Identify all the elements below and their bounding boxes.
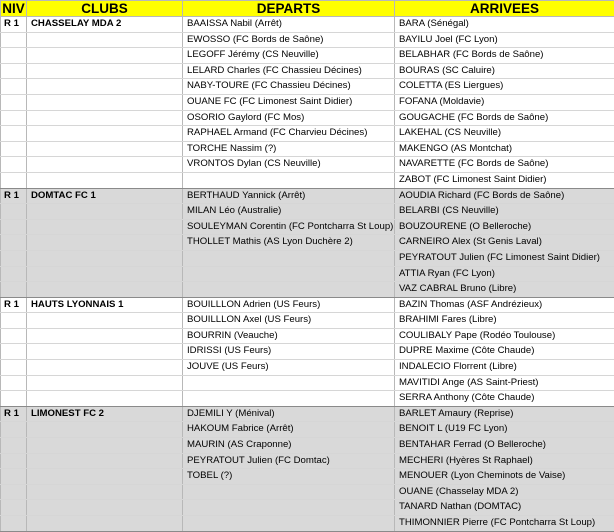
arrivee-cell: TANARD Nathan (DOMTAC)	[395, 500, 614, 516]
arrivee-cell: BARA (Sénégal)	[395, 17, 614, 33]
depart-cell	[183, 500, 395, 516]
niv-cell	[1, 516, 27, 532]
club-cell	[27, 141, 183, 157]
table-row	[1, 79, 614, 95]
table-row	[1, 344, 614, 360]
depart-cell	[183, 484, 395, 500]
club-cell	[27, 219, 183, 235]
niv-cell	[1, 375, 27, 391]
niv-cell	[1, 235, 27, 251]
table-row	[1, 313, 614, 329]
club-cell	[27, 344, 183, 360]
depart-cell: MAURIN (AS Craponne)	[183, 438, 395, 454]
niv-cell	[1, 126, 27, 142]
table-row	[1, 235, 614, 251]
depart-cell: RAPHAEL Armand (FC Charvieu Décines)	[183, 126, 395, 142]
table-row	[1, 500, 614, 516]
depart-cell: JOUVE (US Feurs)	[183, 360, 395, 376]
header-arrivees: ARRIVEES	[395, 1, 614, 17]
arrivee-cell: BRAHIMI Fares (Libre)	[395, 313, 614, 329]
arrivee-cell: FOFANA (Moldavie)	[395, 94, 614, 110]
arrivee-cell: NAVARETTE (FC Bords de Saône)	[395, 157, 614, 173]
club-cell	[27, 422, 183, 438]
club-group	[1, 406, 614, 531]
depart-cell: BOUILLLON Axel (US Feurs)	[183, 313, 395, 329]
depart-cell: BAAISSA Nabil (Arrêt)	[183, 17, 395, 33]
depart-cell: TORCHE Nassim (?)	[183, 141, 395, 157]
depart-cell	[183, 375, 395, 391]
arrivee-cell: VAZ CABRAL Bruno (Libre)	[395, 282, 614, 298]
table-row	[1, 266, 614, 282]
club-cell	[27, 79, 183, 95]
depart-cell: MILAN Léo (Australie)	[183, 204, 395, 220]
club-cell	[27, 110, 183, 126]
niv-cell	[1, 328, 27, 344]
club-cell	[27, 453, 183, 469]
table-row	[1, 328, 614, 344]
arrivee-cell: BAYILU Joel (FC Lyon)	[395, 32, 614, 48]
club-cell	[27, 500, 183, 516]
table-row	[1, 32, 614, 48]
depart-cell	[183, 172, 395, 188]
depart-cell	[183, 282, 395, 298]
arrivee-cell: MAVITIDI Ange (AS Saint-Priest)	[395, 375, 614, 391]
club-cell	[27, 328, 183, 344]
club-group	[1, 188, 614, 297]
niv-cell	[1, 422, 27, 438]
header-row	[1, 1, 614, 17]
depart-cell	[183, 516, 395, 532]
depart-cell: TOBEL (?)	[183, 469, 395, 485]
niv-cell	[1, 250, 27, 266]
arrivee-cell: DUPRE Maxime (Côte Chaude)	[395, 344, 614, 360]
header-departs: DEPARTS	[183, 1, 395, 17]
depart-cell: LELARD Charles (FC Chassieu Décines)	[183, 63, 395, 79]
arrivee-cell: MAKENGO (AS Montchat)	[395, 141, 614, 157]
niv-cell	[1, 313, 27, 329]
table-row	[1, 188, 614, 204]
table-row	[1, 110, 614, 126]
club-cell	[27, 484, 183, 500]
depart-cell: VRONTOS Dylan (CS Neuville)	[183, 157, 395, 173]
arrivee-cell: ZABOT (FC Limonest Saint Didier)	[395, 172, 614, 188]
table-row	[1, 391, 614, 407]
depart-cell: SOULEYMAN Corentin (FC Pontcharra St Loup)	[183, 219, 395, 235]
niv-cell	[1, 172, 27, 188]
club-cell	[27, 438, 183, 454]
depart-cell: HAKOUM Fabrice (Arrêt)	[183, 422, 395, 438]
niv-cell	[1, 484, 27, 500]
depart-cell: THOLLET Mathis (AS Lyon Duchère 2)	[183, 235, 395, 251]
niv-cell	[1, 110, 27, 126]
club-cell	[27, 313, 183, 329]
club-cell	[27, 375, 183, 391]
depart-cell: LEGOFF Jérémy (CS Neuville)	[183, 48, 395, 64]
niv-cell	[1, 157, 27, 173]
niv-cell	[1, 438, 27, 454]
niv-cell	[1, 48, 27, 64]
niv-cell	[1, 94, 27, 110]
depart-cell	[183, 250, 395, 266]
club-cell	[27, 516, 183, 532]
club-cell	[27, 250, 183, 266]
arrivee-cell: ATTIA Ryan (FC Lyon)	[395, 266, 614, 282]
arrivee-cell: SERRA Anthony (Côte Chaude)	[395, 391, 614, 407]
table-row	[1, 219, 614, 235]
table-row	[1, 297, 614, 313]
depart-cell: BOURRIN (Veauche)	[183, 328, 395, 344]
club-cell	[27, 157, 183, 173]
arrivee-cell: BOUZOURENE (O Belleroche)	[395, 219, 614, 235]
club-cell	[27, 469, 183, 485]
club-cell	[27, 266, 183, 282]
depart-cell	[183, 391, 395, 407]
table-row	[1, 250, 614, 266]
table-row	[1, 204, 614, 220]
niv-cell	[1, 282, 27, 298]
arrivee-cell: COULIBALY Pape (Rodéo Toulouse)	[395, 328, 614, 344]
club-cell	[27, 32, 183, 48]
table-row	[1, 48, 614, 64]
depart-cell	[183, 266, 395, 282]
arrivee-cell: INDALECIO Florrent (Libre)	[395, 360, 614, 376]
depart-cell: PEYRATOUT Julien (FC Domtac)	[183, 453, 395, 469]
table-row	[1, 469, 614, 485]
arrivee-cell: BAZIN Thomas (ASF Andrézieux)	[395, 297, 614, 313]
arrivee-cell: THIMONNIER Pierre (FC Pontcharra St Loup)	[395, 516, 614, 532]
depart-cell: IDRISSI (US Feurs)	[183, 344, 395, 360]
niv-cell	[1, 204, 27, 220]
table-row	[1, 484, 614, 500]
niv-cell	[1, 32, 27, 48]
arrivee-cell: COLETTA (ES Liergues)	[395, 79, 614, 95]
club-cell: HAUTS LYONNAIS 1	[27, 297, 183, 313]
club-cell	[27, 48, 183, 64]
arrivee-cell: BOURAS (SC Caluire)	[395, 63, 614, 79]
club-cell	[27, 282, 183, 298]
depart-cell: BERTHAUD Yannick (Arrêt)	[183, 188, 395, 204]
arrivee-cell: BENOIT L (U19 FC Lyon)	[395, 422, 614, 438]
club-cell: DOMTAC FC 1	[27, 188, 183, 204]
club-cell	[27, 94, 183, 110]
arrivee-cell: BENTAHAR Ferrad (O Belleroche)	[395, 438, 614, 454]
club-cell	[27, 63, 183, 79]
niv-cell: R 1	[1, 406, 27, 422]
table-row	[1, 360, 614, 376]
table-row	[1, 126, 614, 142]
niv-cell	[1, 63, 27, 79]
niv-cell	[1, 360, 27, 376]
niv-cell: R 1	[1, 297, 27, 313]
header-clubs: CLUBS	[27, 1, 183, 17]
arrivee-cell: LAKEHAL (CS Neuville)	[395, 126, 614, 142]
table-row	[1, 375, 614, 391]
niv-cell	[1, 453, 27, 469]
table-row	[1, 63, 614, 79]
club-cell	[27, 204, 183, 220]
header-niv: NIV	[1, 1, 27, 17]
table-row	[1, 94, 614, 110]
table-row	[1, 406, 614, 422]
depart-cell: DJEMILI Y (Ménival)	[183, 406, 395, 422]
arrivee-cell: OUANE (Chasselay MDA 2)	[395, 484, 614, 500]
niv-cell	[1, 500, 27, 516]
niv-cell	[1, 469, 27, 485]
club-group	[1, 17, 614, 189]
arrivee-cell: BARLET Amaury (Reprise)	[395, 406, 614, 422]
niv-cell	[1, 79, 27, 95]
arrivee-cell: GOUGACHE (FC Bords de Saône)	[395, 110, 614, 126]
club-cell	[27, 172, 183, 188]
table-row	[1, 17, 614, 33]
arrivee-cell: PEYRATOUT Julien (FC Limonest Saint Didier)	[395, 250, 614, 266]
table-row	[1, 157, 614, 173]
table-row	[1, 141, 614, 157]
table-row	[1, 422, 614, 438]
arrivee-cell: AOUDIA Richard (FC Bords de Saône)	[395, 188, 614, 204]
depart-cell: BOUILLLON Adrien (US Feurs)	[183, 297, 395, 313]
club-cell: LIMONEST FC 2	[27, 406, 183, 422]
club-cell	[27, 360, 183, 376]
arrivee-cell: CARNEIRO Alex (St Genis Laval)	[395, 235, 614, 251]
niv-cell	[1, 391, 27, 407]
club-cell: CHASSELAY MDA 2	[27, 17, 183, 33]
arrivee-cell: BELARBI (CS Neuville)	[395, 204, 614, 220]
arrivee-cell: BELABHAR (FC Bords de Saône)	[395, 48, 614, 64]
table-row	[1, 453, 614, 469]
table-row	[1, 172, 614, 188]
club-cell	[27, 391, 183, 407]
niv-cell	[1, 344, 27, 360]
club-cell	[27, 126, 183, 142]
table-row	[1, 282, 614, 298]
depart-cell: OUANE FC (FC Limonest Saint Didier)	[183, 94, 395, 110]
club-group	[1, 297, 614, 406]
club-cell	[27, 235, 183, 251]
niv-cell	[1, 219, 27, 235]
depart-cell: NABY-TOURE (FC Chassieu Décines)	[183, 79, 395, 95]
depart-cell: EWOSSO (FC Bords de Saône)	[183, 32, 395, 48]
niv-cell: R 1	[1, 17, 27, 33]
arrivee-cell: MECHERI (Hyères St Raphael)	[395, 453, 614, 469]
depart-cell: OSORIO Gaylord (FC Mos)	[183, 110, 395, 126]
niv-cell: R 1	[1, 188, 27, 204]
table-row	[1, 438, 614, 454]
arrivee-cell: MENOUER (Lyon Cheminots de Vaise)	[395, 469, 614, 485]
niv-cell	[1, 141, 27, 157]
table-row	[1, 516, 614, 532]
niv-cell	[1, 266, 27, 282]
